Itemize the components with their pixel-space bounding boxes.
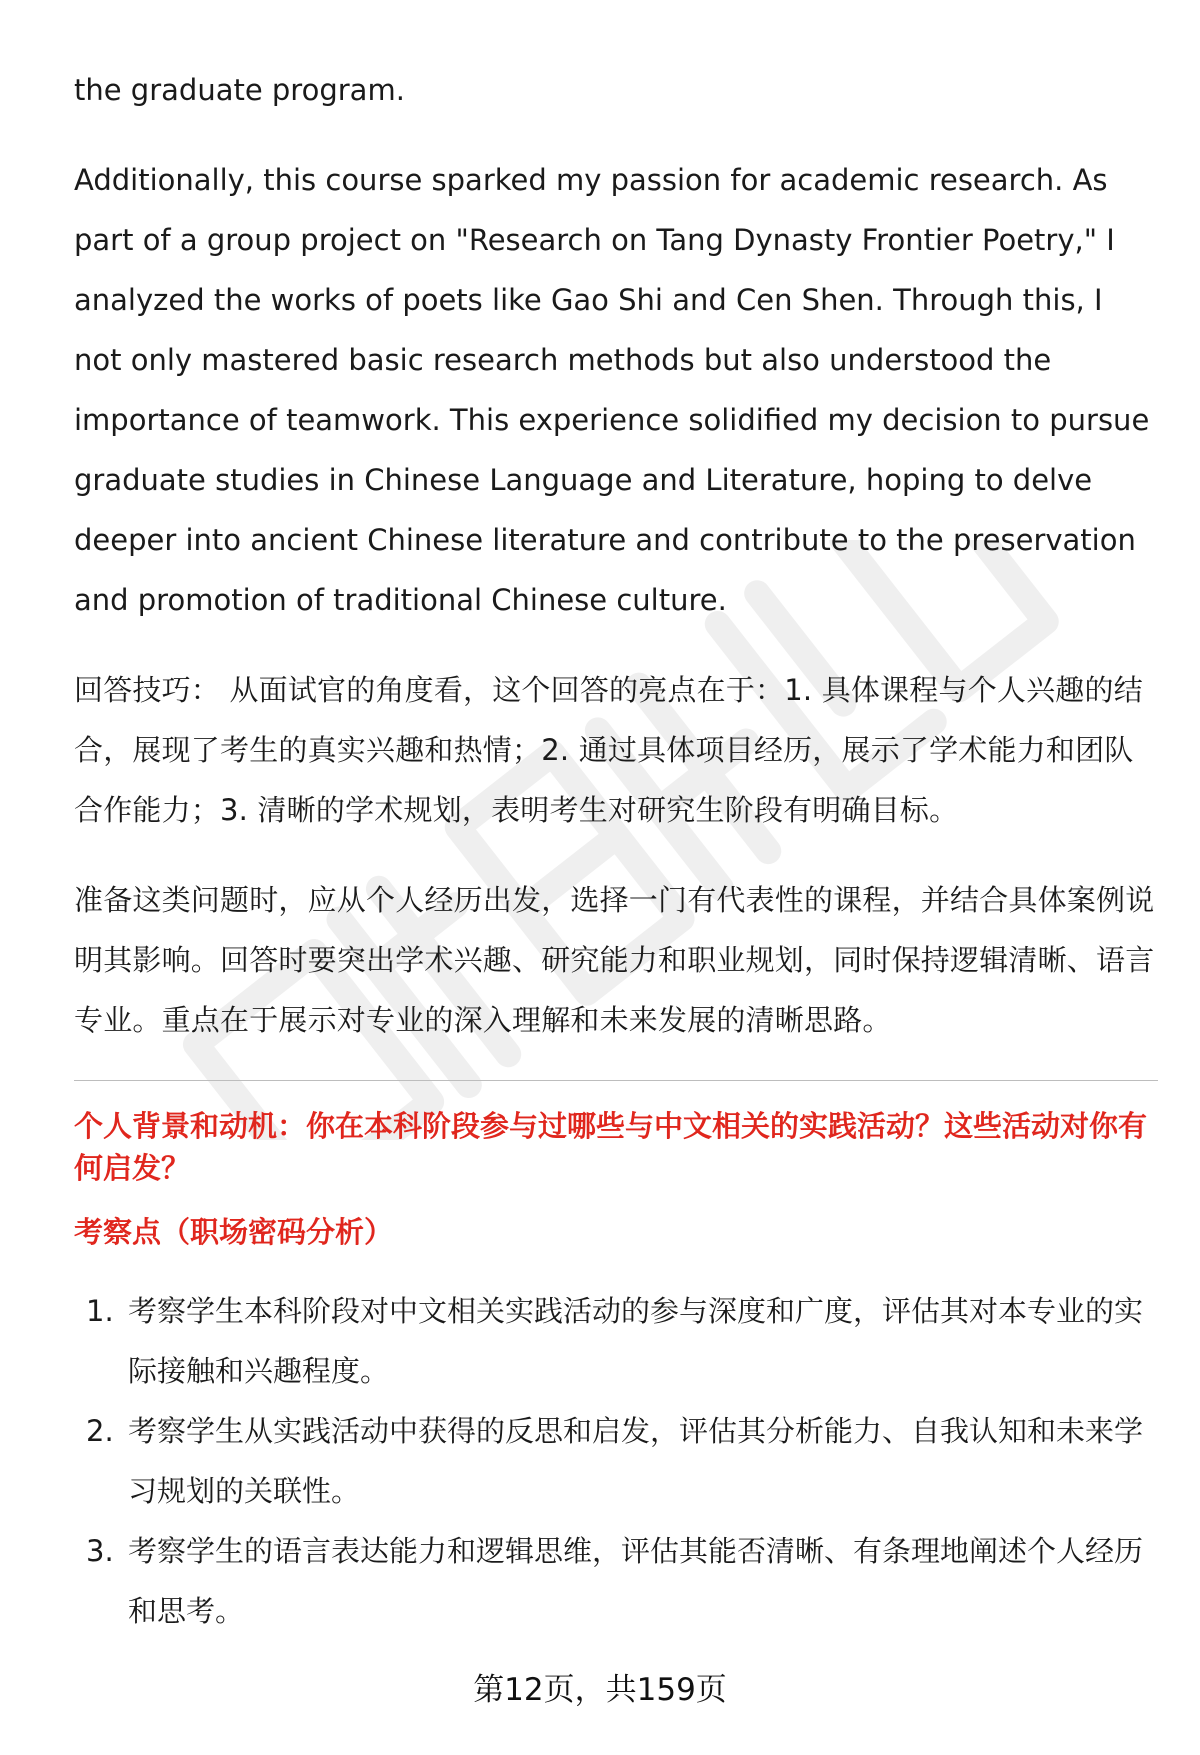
analysis-heading: 考察点（职场密码分析） — [74, 1215, 394, 1249]
page-number: 第12页，共159页 — [473, 1672, 727, 1708]
analysis-points-list — [74, 1281, 1158, 1641]
paragraph-research-passion: Additionally, this course sparked my passion for academic research. As part of a group project on "Research on Tang Dynasty Frontier Poetry," I analyzed the works of poets like Gao Shi and Cen Shen. Through this, I not only mastered basic research methods but also understood the importance of teamwork. This experience solidified my decision to pursue graduate studies in Chinese Language and Literature, hoping to delve deeper into ancient Chinese literature and contribute to the preservation and promotion of traditional Chinese culture. — [74, 163, 1150, 617]
question-title: 个人背景和动机：你在本科阶段参与过哪些与中文相关的实践活动？这些活动对你有何启发？ — [74, 1109, 1148, 1185]
list-item-text: 考察学生本科阶段对中文相关实践活动的参与深度和广度，评估其对本专业的实际接触和兴趣程度。 — [128, 1294, 1144, 1388]
list-item-number: 3. — [86, 1534, 114, 1568]
list-item-text: 考察学生从实践活动中获得的反思和启发，评估其分析能力、自我认知和未来学习规划的关联性。 — [128, 1414, 1144, 1508]
paragraph-answer-tips: 回答技巧： 从面试官的角度看，这个回答的亮点在于：1. 具体课程与个人兴趣的结合，展现了考生的真实兴趣和热情；2. 通过具体项目经历，展示了学术能力和团队合作能力；3. 清晰的学术规划，表明考生对研究生阶段有明确目标。 — [74, 673, 1143, 827]
section-divider — [74, 1080, 1158, 1081]
list-item-number: 1. — [86, 1294, 114, 1328]
paragraph-preparation-advice: 准备这类问题时，应从个人经历出发，选择一门有代表性的课程，并结合具体案例说明其影响。回答时要突出学术兴趣、研究能力和职业规划，同时保持逻辑清晰、语言专业。重点在于展示对专业的深入理解和未来发展的清晰思路。 — [74, 883, 1155, 1037]
document-page — [74, 60, 1158, 1641]
paragraph-continuation: the graduate program. — [74, 73, 405, 107]
list-item — [74, 1281, 1158, 1401]
list-item-text: 考察学生的语言表达能力和逻辑思维，评估其能否清晰、有条理地阐述个人经历和思考。 — [128, 1534, 1144, 1628]
list-item — [74, 1521, 1158, 1641]
list-item — [74, 1401, 1158, 1521]
list-item-number: 2. — [86, 1414, 114, 1448]
